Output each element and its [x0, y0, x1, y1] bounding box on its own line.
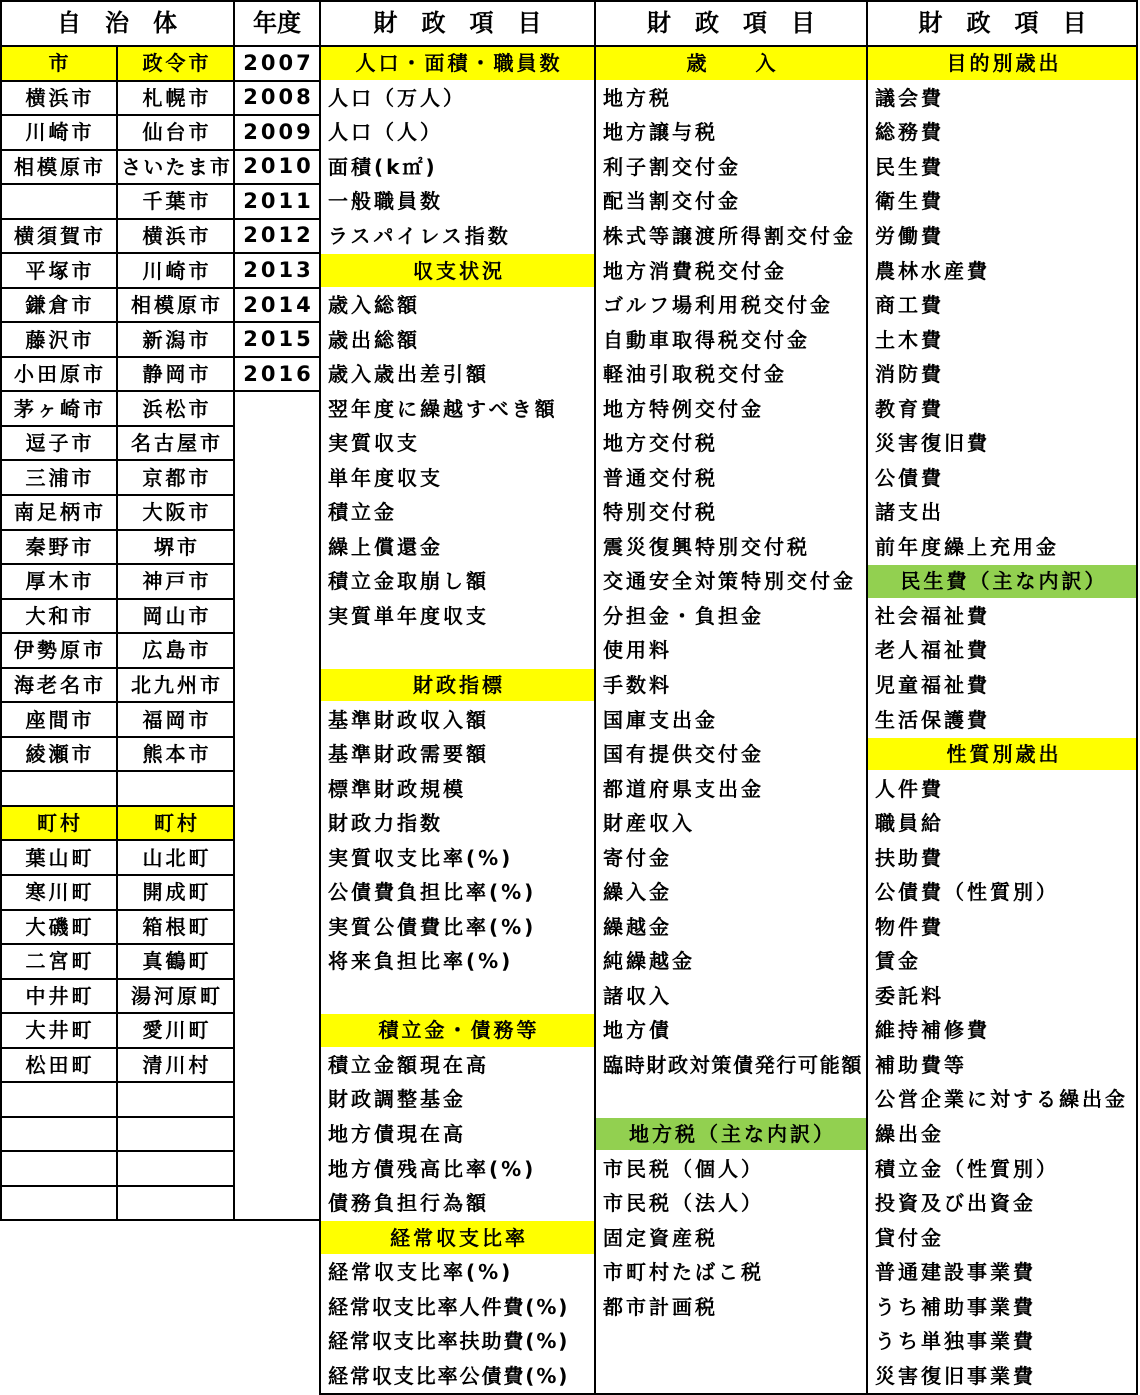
grid-line: [0, 321, 234, 323]
fiscal-item-cell: 人口（万人）: [328, 85, 466, 110]
expenditure-item-cell: 繰出金: [875, 1122, 944, 1146]
revenue-item-cell: 株式等譲渡所得割交付金: [603, 223, 856, 248]
grid-line: [0, 909, 234, 911]
grid-line: [0, 1116, 234, 1118]
expenditure-item-cell: 諸支出: [875, 500, 944, 525]
municipality-cell: 寒川町: [25, 880, 95, 905]
fiscal-year-cell: 2012: [243, 223, 314, 248]
grid-line: [234, 183, 320, 185]
municipality-cell: 大和市: [25, 603, 95, 628]
revenue-item-cell: 配当割交付金: [603, 189, 741, 214]
expenditure-item-cell: 老人福祉費: [875, 638, 990, 663]
municipality-cell: 伊勢原市: [14, 638, 106, 663]
municipality-cell: 大井町: [25, 1018, 95, 1043]
section-header-cell: 積立金・債務等: [321, 1014, 594, 1047]
section-header-cell: 歳 入: [596, 47, 866, 80]
section-header-cell: 町村: [118, 807, 233, 840]
fiscal-item-cell: 実質収支比率(%): [328, 845, 514, 870]
designated-city-cell: 箱根町: [142, 914, 212, 939]
designated-city-cell: 清川村: [142, 1052, 212, 1077]
expenditure-item-cell: 生活保護費: [875, 707, 990, 732]
designated-city-cell: 愛川町: [142, 1018, 212, 1043]
expenditure-item-cell: 物件費: [875, 914, 944, 939]
municipality-cell: 三浦市: [25, 465, 95, 490]
section-header-cell: 目的別歳出: [868, 47, 1137, 80]
grid-line: [0, 80, 234, 82]
grid-line: [0, 1012, 234, 1014]
expenditure-item-cell: 衛生費: [875, 189, 944, 214]
municipality-cell: 葉山町: [25, 845, 95, 870]
revenue-item-cell: 市民税（法人）: [603, 1191, 764, 1216]
fiscal-item-cell: 将来負担比率(%): [328, 949, 514, 974]
municipality-cell: 藤沢市: [25, 327, 95, 352]
grid-line: [0, 459, 234, 461]
grid-line: [234, 287, 320, 289]
column-header-fiscal-item: 財 政 項 目: [373, 9, 542, 37]
fiscal-item-cell: 歳入歳出差引額: [328, 362, 489, 387]
grid-line: [234, 321, 320, 323]
fiscal-item-cell: 財政調整基金: [328, 1087, 466, 1112]
revenue-item-cell: 分担金・負担金: [603, 603, 764, 628]
revenue-item-cell: 自動車取得税交付金: [603, 327, 810, 352]
revenue-item-cell: 都市計画税: [603, 1294, 718, 1319]
section-header-cell: 政令市: [118, 47, 233, 80]
revenue-item-cell: 固定資産税: [603, 1225, 718, 1250]
expenditure-item-cell: 議会費: [875, 85, 944, 110]
revenue-item-cell: 繰入金: [603, 880, 672, 905]
column-header-fiscal-item: 財 政 項 目: [918, 9, 1087, 37]
fiscal-item-cell: 積立金額現在高: [328, 1052, 489, 1077]
grid-line: [0, 839, 234, 841]
expenditure-item-cell: 災害復旧費: [875, 431, 990, 456]
expenditure-item-cell: 児童福祉費: [875, 672, 990, 697]
expenditure-item-cell: 扶助費: [875, 845, 944, 870]
designated-city-cell: 横浜市: [142, 223, 212, 248]
grid-line: [234, 356, 320, 358]
expenditure-item-cell: 賃金: [875, 949, 921, 974]
grid-line: [0, 632, 234, 634]
revenue-item-cell: 手数料: [603, 672, 672, 697]
designated-city-cell: 名古屋市: [131, 431, 223, 456]
municipality-cell: 海老名市: [14, 672, 106, 697]
revenue-item-cell: 市民税（個人）: [603, 1156, 764, 1181]
revenue-item-cell: 国庫支出金: [603, 707, 718, 732]
column-header-municipality: 自 治 体: [57, 9, 177, 37]
revenue-item-cell: 利子割交付金: [603, 154, 741, 179]
designated-city-cell: 真鶴町: [142, 949, 212, 974]
designated-city-cell: 福岡市: [142, 707, 212, 732]
fiscal-item-cell: ラスパイレス指数: [328, 223, 511, 248]
designated-city-cell: 千葉市: [142, 189, 212, 214]
municipality-cell: 秦野市: [25, 534, 95, 559]
revenue-item-cell: 寄付金: [603, 845, 672, 870]
revenue-item-cell: 地方税: [603, 85, 672, 110]
fiscal-year-cell: 2011: [243, 188, 314, 213]
designated-city-cell: 相模原市: [131, 293, 223, 318]
fiscal-item-cell: 実質単年度収支: [328, 603, 489, 628]
section-header-cell: 経常収支比率: [321, 1221, 594, 1254]
grid-line: [234, 390, 320, 392]
grid-line: [866, 0, 868, 1395]
grid-line: [0, 736, 234, 738]
expenditure-item-cell: 公債費（性質別）: [875, 880, 1059, 905]
designated-city-cell: 開成町: [142, 880, 212, 905]
grid-line: [594, 0, 596, 1395]
designated-city-cell: 札幌市: [142, 85, 212, 110]
municipality-cell: 大磯町: [25, 914, 95, 939]
revenue-item-cell: 財産収入: [603, 811, 695, 836]
municipality-cell: 相模原市: [14, 154, 106, 179]
expenditure-item-cell: 委託料: [875, 983, 944, 1008]
designated-city-cell: さいたま市: [121, 154, 233, 179]
designated-city-cell: 新潟市: [142, 327, 212, 352]
expenditure-item-cell: 普通建設事業費: [875, 1260, 1036, 1285]
grid-line: [0, 0, 1138, 2]
grid-line: [234, 114, 320, 116]
grid-line: [0, 45, 1138, 47]
revenue-item-cell: 地方交付税: [603, 431, 718, 456]
grid-line: [0, 1185, 234, 1187]
expenditure-item-cell: 土木費: [875, 327, 944, 352]
revenue-item-cell: 使用料: [603, 638, 672, 663]
expenditure-item-cell: うち単独事業費: [875, 1329, 1036, 1354]
fiscal-year-cell: 2009: [243, 119, 314, 144]
revenue-item-cell: 震災復興特別交付税: [603, 534, 810, 559]
designated-city-cell: 岡山市: [142, 603, 212, 628]
fiscal-item-cell: 実質公債費比率(%): [328, 914, 537, 939]
expenditure-item-cell: 投資及び出資金: [875, 1191, 1036, 1216]
grid-line: [0, 183, 234, 185]
grid-line: [0, 874, 234, 876]
fiscal-item-cell: 積立金: [328, 500, 397, 525]
designated-city-cell: 山北町: [142, 845, 212, 870]
revenue-item-cell: 市町村たばこ税: [603, 1260, 764, 1285]
section-header-cell: 民生費（主な内訳）: [868, 565, 1137, 598]
fiscal-item-cell: 公債費負担比率(%): [328, 880, 537, 905]
fiscal-item-cell: 債務負担行為額: [328, 1191, 489, 1216]
fiscal-year-cell: 2010: [243, 154, 314, 179]
municipality-cell: 二宮町: [25, 949, 95, 974]
section-header-cell: 地方税（主な内訳）: [596, 1118, 866, 1151]
designated-city-cell: 北九州市: [131, 672, 223, 697]
municipality-cell: 逗子市: [25, 431, 95, 456]
grid-line: [0, 218, 234, 220]
grid-line: [0, 149, 234, 151]
grid-line: [0, 978, 234, 980]
fiscal-item-cell: 積立金取崩し額: [328, 569, 489, 594]
designated-city-cell: 浜松市: [142, 396, 212, 421]
grid-line: [319, 0, 321, 1395]
designated-city-cell: 神戸市: [142, 569, 212, 594]
grid-line: [0, 1081, 234, 1083]
expenditure-item-cell: 維持補修費: [875, 1018, 990, 1043]
grid-line: [1136, 0, 1138, 1395]
grid-line: [0, 1219, 234, 1221]
fiscal-year-cell: 2007: [243, 50, 314, 75]
municipality-cell: 松田町: [25, 1052, 95, 1077]
municipality-cell: 川崎市: [25, 120, 95, 145]
grid-line: [0, 598, 234, 600]
fiscal-item-cell: 基準財政収入額: [328, 707, 489, 732]
fiscal-item-cell: 単年度収支: [328, 465, 443, 490]
municipality-cell: 小田原市: [14, 362, 106, 387]
fiscal-item-cell: 標準財政規模: [328, 776, 466, 801]
section-header-cell: 人口・面積・職員数: [321, 47, 594, 80]
grid-line: [0, 114, 234, 116]
municipality-cell: 厚木市: [25, 569, 95, 594]
expenditure-item-cell: 人件費: [875, 776, 944, 801]
grid-line: [0, 667, 234, 669]
municipality-cell: 平塚市: [25, 258, 95, 283]
fiscal-item-cell: 歳入総額: [328, 293, 420, 318]
fiscal-year-cell: 2008: [243, 85, 314, 110]
revenue-item-cell: 地方債: [603, 1018, 672, 1043]
municipality-cell: 南足柄市: [14, 500, 106, 525]
fiscal-item-cell: 経常収支比率扶助費(%): [328, 1329, 570, 1354]
section-header-cell: 収支状況: [321, 254, 594, 287]
expenditure-item-cell: 消防費: [875, 362, 944, 387]
grid-line: [0, 287, 234, 289]
revenue-item-cell: 特別交付税: [603, 500, 718, 525]
expenditure-item-cell: 商工費: [875, 293, 944, 318]
municipality-cell: 横須賀市: [14, 223, 106, 248]
grid-line: [0, 701, 234, 703]
expenditure-item-cell: 積立金（性質別）: [875, 1156, 1059, 1181]
municipality-cell: 座間市: [25, 707, 95, 732]
designated-city-cell: 川崎市: [142, 258, 212, 283]
grid-line: [0, 529, 234, 531]
revenue-item-cell: 諸収入: [603, 983, 672, 1008]
grid-line: [0, 770, 234, 772]
section-header-cell: 市: [1, 47, 116, 80]
revenue-item-cell: 普通交付税: [603, 465, 718, 490]
municipality-cell: 茅ヶ崎市: [14, 396, 106, 421]
grid-line: [234, 80, 320, 82]
expenditure-item-cell: うち補助事業費: [875, 1294, 1036, 1319]
fiscal-item-cell: 地方債現在高: [328, 1122, 466, 1146]
designated-city-cell: 湯河原町: [131, 983, 223, 1008]
fiscal-item-cell: 面積(k㎡): [328, 154, 438, 179]
expenditure-item-cell: 補助費等: [875, 1052, 967, 1077]
fiscal-item-cell: 経常収支比率(%): [328, 1260, 514, 1285]
revenue-item-cell: 交通安全対策特別交付金: [603, 569, 856, 594]
revenue-item-cell: 純繰越金: [603, 949, 695, 974]
municipality-cell: 横浜市: [25, 85, 95, 110]
designated-city-cell: 大阪市: [142, 500, 212, 525]
column-header-fiscal-year: 年度: [253, 9, 301, 37]
grid-line: [0, 390, 234, 392]
grid-line: [234, 149, 320, 151]
grid-line: [0, 1047, 234, 1049]
fiscal-item-cell: 地方債残高比率(%): [328, 1156, 537, 1181]
municipality-cell: 鎌倉市: [25, 293, 95, 318]
municipality-cell: 中井町: [25, 983, 95, 1008]
grid-line: [234, 1219, 320, 1221]
expenditure-item-cell: 教育費: [875, 396, 944, 421]
expenditure-item-cell: 社会福祉費: [875, 603, 990, 628]
expenditure-item-cell: 職員給: [875, 811, 944, 836]
revenue-item-cell: 地方特例交付金: [603, 396, 764, 421]
fiscal-item-cell: 歳出総額: [328, 327, 420, 352]
fiscal-item-cell: 一般職員数: [328, 189, 443, 214]
revenue-item-cell: ゴルフ場利用税交付金: [603, 293, 833, 318]
revenue-item-cell: 都道府県支出金: [603, 776, 764, 801]
fiscal-item-cell: 人口（人）: [328, 120, 443, 145]
municipality-cell: 綾瀬市: [25, 742, 95, 767]
expenditure-item-cell: 貸付金: [875, 1225, 944, 1250]
revenue-item-cell: 地方消費税交付金: [603, 258, 787, 283]
designated-city-cell: 仙台市: [142, 120, 212, 145]
expenditure-item-cell: 災害復旧事業費: [875, 1363, 1036, 1388]
fiscal-item-cell: 財政力指数: [328, 811, 443, 836]
expenditure-item-cell: 総務費: [875, 120, 944, 145]
revenue-item-cell: 軽油引取税交付金: [603, 362, 787, 387]
grid-line: [0, 563, 234, 565]
designated-city-cell: 堺市: [154, 534, 200, 559]
fiscal-item-cell: 翌年度に繰越すべき額: [328, 396, 558, 421]
column-header-fiscal-item: 財 政 項 目: [647, 9, 815, 37]
grid-line: [0, 943, 234, 945]
section-header-cell: 町村: [1, 807, 116, 840]
expenditure-item-cell: 公債費: [875, 465, 944, 490]
fiscal-year-cell: 2015: [243, 327, 314, 352]
designated-city-cell: 熊本市: [142, 742, 212, 767]
designated-city-cell: 広島市: [142, 638, 212, 663]
fiscal-item-cell: 基準財政需要額: [328, 742, 489, 767]
expenditure-item-cell: 労働費: [875, 223, 944, 248]
grid-line: [234, 252, 320, 254]
section-header-cell: 性質別歳出: [868, 738, 1137, 771]
fiscal-item-cell: 経常収支比率公債費(%): [328, 1363, 570, 1388]
fiscal-year-cell: 2013: [243, 258, 314, 282]
designated-city-cell: 京都市: [142, 465, 212, 490]
expenditure-item-cell: 農林水産費: [875, 258, 990, 283]
fiscal-item-cell: 繰上償還金: [328, 534, 443, 559]
section-header-cell: 財政指標: [321, 669, 594, 702]
fiscal-year-cell: 2016: [243, 361, 314, 386]
fiscal-year-cell: 2014: [243, 292, 314, 317]
revenue-item-cell: 地方譲与税: [603, 120, 718, 145]
grid-line: [0, 425, 234, 427]
grid-line: [0, 1150, 234, 1152]
designated-city-cell: 静岡市: [142, 362, 212, 387]
expenditure-item-cell: 前年度繰上充用金: [875, 534, 1059, 559]
revenue-item-cell: 国有提供交付金: [603, 742, 764, 767]
grid-line: [0, 805, 234, 807]
revenue-item-cell: 臨時財政対策債発行可能額: [603, 1052, 864, 1077]
grid-line: [0, 252, 234, 254]
fiscal-item-cell: 実質収支: [328, 431, 420, 456]
grid-line: [0, 356, 234, 358]
fiscal-item-cell: 経常収支比率人件費(%): [328, 1294, 570, 1319]
grid-line: [234, 218, 320, 220]
grid-line: [0, 494, 234, 496]
expenditure-item-cell: 民生費: [875, 154, 944, 179]
revenue-item-cell: 繰越金: [603, 914, 672, 939]
expenditure-item-cell: 公営企業に対する繰出金: [875, 1087, 1128, 1112]
